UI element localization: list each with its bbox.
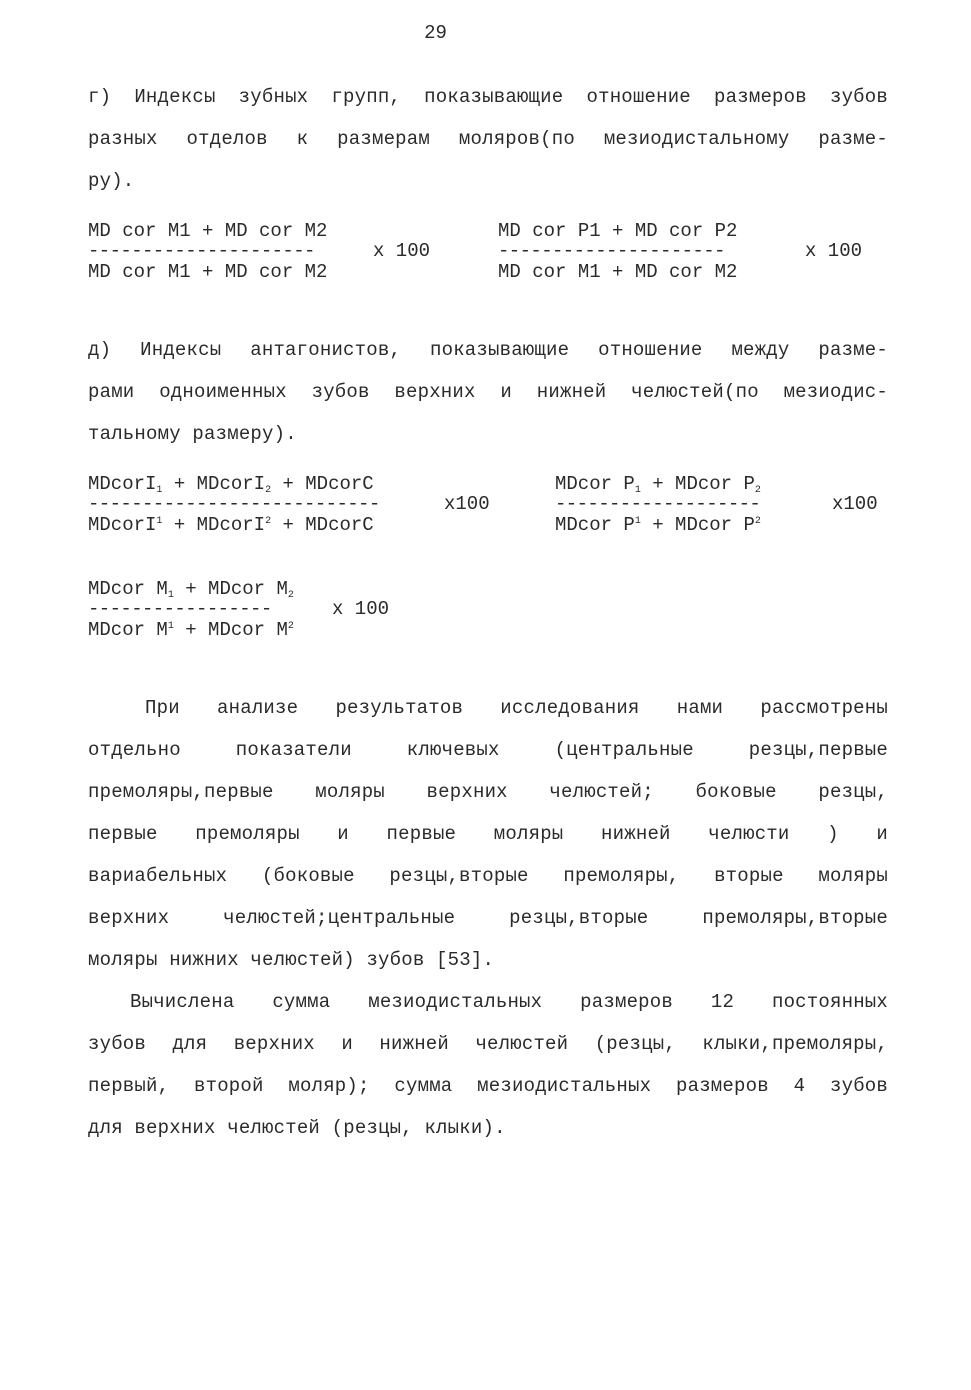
formula-multiplier: x 100 bbox=[332, 598, 390, 620]
formula-multiplier: x 100 bbox=[805, 240, 863, 262]
paragraph-1-line-1: При анализе результатов исследования нами рассмотрены bbox=[145, 697, 888, 719]
formula-numerator: MDcor $P_1$ + MDcor $P_2$ bbox=[555, 473, 761, 496]
paragraph-2-line-4: для верхних челюстей (резцы, клыки). bbox=[88, 1117, 506, 1139]
formula-denominator: MD cor M1 + MD cor M2 bbox=[498, 261, 738, 283]
formula-multiplier: x100 bbox=[832, 493, 878, 515]
formula-multiplier: x 100 bbox=[373, 240, 431, 262]
section-d-line-3: тальному размеру). bbox=[88, 423, 297, 445]
paragraph-1-line-6: верхних челюстей;центральные резцы,вторые премоляры,вторые bbox=[88, 907, 888, 929]
paragraph-2-line-3: первый, второй моляр); сумма мезиодистальных размеров 4 зубов bbox=[88, 1075, 888, 1097]
section-g-line-3: ру). bbox=[88, 170, 135, 192]
formula-denominator: MDcorI$^1$ + MDcorI$^2$ + MDcorC bbox=[88, 514, 374, 536]
formula-denominator: MD cor M1 + MD cor M2 bbox=[88, 261, 328, 283]
fraction-line: ----------------- bbox=[88, 598, 272, 620]
paragraph-1-line-2: отдельно показатели ключевых (центральные резцы,первые bbox=[88, 739, 888, 761]
formula-multiplier: x100 bbox=[444, 493, 490, 515]
paragraph-2-line-1: Вычислена сумма мезиодистальных размеров 12 постоянных bbox=[130, 991, 888, 1013]
section-d-line-1: д) Индексы антагонистов, показывающие отношение между разме- bbox=[88, 339, 888, 361]
fraction-line: ------------------- bbox=[555, 493, 761, 515]
paragraph-1-line-3: премоляры,первые моляры верхних челюстей; боковые резцы, bbox=[88, 781, 888, 803]
paragraph-2-line-2: зубов для верхних и нижней челюстей (резцы, клыки,премоляры, bbox=[88, 1033, 888, 1055]
section-d-line-2: рами одноименных зубов верхних и нижней челюстей(по мезиодис- bbox=[88, 381, 888, 403]
fraction-line: --------------------------- bbox=[88, 493, 380, 515]
section-g-line-1: г) Индексы зубных групп, показывающие отношение размеров зубов bbox=[88, 86, 888, 108]
formula-numerator: MDcorI$_1$ + MDcorI$_2$ + MDcorC bbox=[88, 473, 374, 496]
formula-numerator: MD cor P1 + MD cor P2 bbox=[498, 220, 738, 242]
fraction-line: --------------------- bbox=[88, 240, 315, 262]
page-number: 29 bbox=[424, 22, 447, 44]
paragraph-1-line-4: первые премоляры и первые моляры нижней челюсти ) и bbox=[88, 823, 888, 845]
paragraph-1-line-7: моляры нижних челюстей) зубов [53]. bbox=[88, 949, 495, 971]
paragraph-1-line-5: вариабельных (боковые резцы,вторые премоляры, вторые моляры bbox=[88, 865, 888, 887]
formula-denominator: MDcor $P^1$ + MDcor $P^2$ bbox=[555, 514, 761, 536]
fraction-line: --------------------- bbox=[498, 240, 725, 262]
formula-numerator: MDcor $M_1$ + MDcor $M_2$ bbox=[88, 578, 294, 601]
formula-numerator: MD cor M1 + MD cor M2 bbox=[88, 220, 328, 242]
section-g-line-2: разных отделов к размерам моляров(по мезиодистальному разме- bbox=[88, 128, 888, 150]
formula-denominator: MDcor $M^1$ + MDcor $M^2$ bbox=[88, 619, 294, 641]
